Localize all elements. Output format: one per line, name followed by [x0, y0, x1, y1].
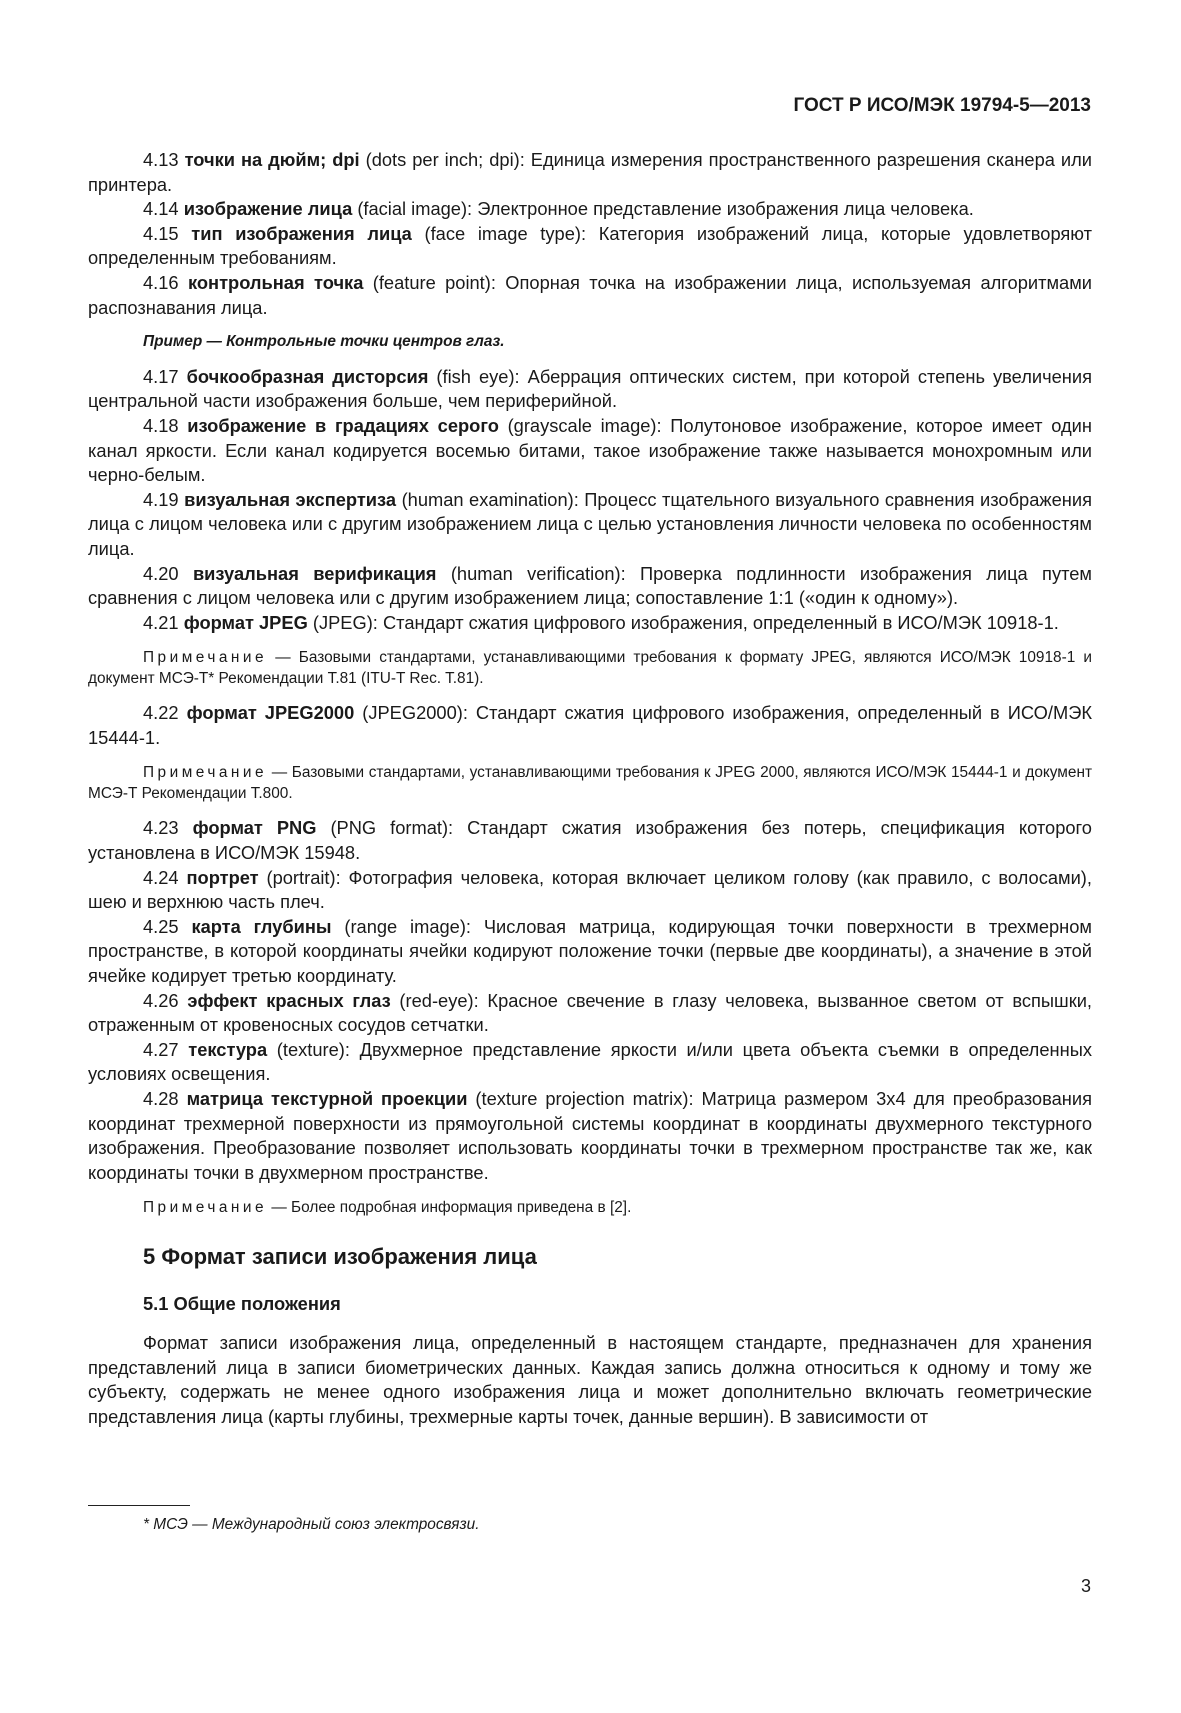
- entry-4-21: 4.21 формат JPEG (JPEG): Стандарт сжатия цифрового изображения, определенный в ИСО/МЭК 10918-1.: [143, 611, 1059, 633]
- entry-4-26: 4.26 эффект красных глаз (red-eye): Красное свечение в глазу человека, вызванное светом от вспышки, отраженным от кровеносных сосудов сетчатки.: [88, 989, 1092, 1036]
- note-jpeg: Примечание — Базовыми стандартами, устанавливающими требования к формату JPEG, являются ИСО/МЭК 10918-1 и документ МСЭ-Т* Рекомендации Т.81 (ITU-T Rec. T.81).: [88, 649, 1092, 688]
- example-note: Пример — Контрольные точки центров глаз.: [143, 333, 505, 351]
- entry-4-14: 4.14 изображение лица (facial image): Электронное представление изображения лица человека.: [143, 198, 974, 220]
- footnote-divider: [88, 1505, 190, 1506]
- entry-4-16: 4.16 контрольная точка (feature point): Опорная точка на изображении лица, используемая алгоритмами распознавания лица.: [88, 271, 1092, 318]
- entry-4-19: 4.19 визуальная экспертиза (human examination): Процесс тщательного визуального сравнения изображения лица с лицом человека или с другим изображением лица с целью установления личности человека по особенностям лица.: [88, 488, 1092, 559]
- entry-4-15: 4.15 тип изображения лица (face image type): Категория изображений лица, которые удовлетворяют определенным требованиям.: [88, 222, 1092, 269]
- note-jpeg2000: Примечание — Базовыми стандартами, устанавливающими требования к JPEG 2000, являются ИСО/МЭК 15444-1 и документ МСЭ-Т Рекомендации Т.800.: [88, 764, 1092, 803]
- entry-4-23: 4.23 формат PNG (PNG format): Стандарт сжатия изображения без потерь, спецификация которого установлена в ИСО/МЭК 15948.: [88, 817, 1092, 864]
- document-header: ГОСТ Р ИСО/МЭК 19794-5—2013: [793, 95, 1091, 116]
- entry-4-17: 4.17 бочкообразная дисторсия (fish eye): Аберрация оптических систем, при которой степень увеличения центральной части изображения больше, чем периферийной.: [88, 365, 1092, 412]
- entry-4-13: 4.13 точки на дюйм; dpi (dots per inch; dpi): Единица измерения пространственного разрешения сканера или принтера.: [88, 149, 1092, 195]
- section-5-1-paragraph: Формат записи изображения лица, определенный в настоящем стандарте, предназначен для хранения представлений лица в записи биометрических данных. Каждая запись должна относиться к одному и тому же субъекту, содержать не менее одного изображения лица и может дополнительно включать геометрические представления лица (карты глубины, трехмерные карты точек, данные вершин). В зависимости от: [88, 1331, 1092, 1427]
- page-number: 3: [1080, 1576, 1091, 1596]
- entry-4-28: 4.28 матрица текстурной проекции (texture projection matrix): Матрица размером 3х4 для преобразования координат трехмерной поверхности из прямоугольной системы координат в координаты двухмерного текстурного изображения. Преобразование позволяет использовать координаты точки в трехмерном пространстве так же, как координаты точки в двухмерном пространстве.: [88, 1088, 1092, 1183]
- entry-4-25: 4.25 карта глубины (range image): Числовая матрица, кодирующая точки поверхности в трехмерном пространстве, в которой координаты ячейки кодируют положение точки (первые две координаты), а значение в этой ячейке кодирует третью координату.: [88, 915, 1092, 987]
- footnote: * МСЭ — Международный союз электросвязи.: [143, 1516, 480, 1533]
- section-5-heading: 5 Формат записи изображения лица: [143, 1244, 537, 1270]
- section-5-1-heading: 5.1 Общие положения: [143, 1293, 341, 1315]
- entry-4-22: 4.22 формат JPEG2000 (JPEG2000): Стандарт сжатия цифрового изображения, определенный в ИСО/МЭК 15444-1.: [88, 702, 1092, 748]
- note-more-info: Примечание — Более подробная информация приведена в [2].: [143, 1199, 632, 1217]
- entry-4-24: 4.24 портрет (portrait): Фотография человека, которая включает целиком голову (как правило, с волосами), шею и верхнюю часть плеч.: [88, 866, 1092, 913]
- entry-4-18: 4.18 изображение в градациях серого (grayscale image): Полутоновое изображение, которое имеет один канал яркости. Если канал кодируется восемью битами, такое изображение также называется монохромным или черно-белым.: [88, 414, 1092, 486]
- entry-4-20: 4.20 визуальная верификация (human verification): Проверка подлинности изображения лица путем сравнения с лицом человека или с другим изображением лица; сопоставление 1:1 («один к одному»).: [88, 562, 1092, 609]
- document-body: [88, 148, 1092, 1429]
- entry-4-27: 4.27 текстура (texture): Двухмерное представление яркости и/или цвета объекта съемки в определенных условиях освещения.: [88, 1038, 1092, 1085]
